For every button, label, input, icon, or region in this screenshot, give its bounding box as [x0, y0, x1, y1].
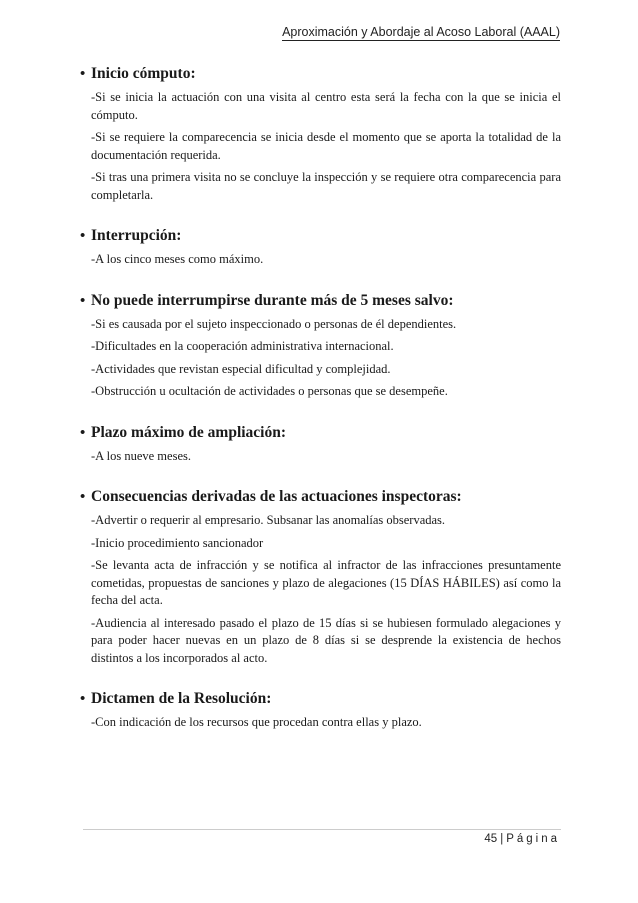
heading-text: Inicio cómputo:: [91, 65, 196, 82]
bullet-icon: •: [80, 424, 86, 441]
bullet-icon: •: [80, 228, 86, 244]
heading-text: Plazo máximo de ampliación:: [91, 423, 287, 441]
list-item: -Dificultades en la cooperación administrativa internacional.: [91, 339, 394, 353]
list-item: -Con indicación de los recursos que procedan contra ellas y plazo.: [91, 715, 422, 729]
section-heading: [80, 226, 561, 246]
heading-text: Interrupción:: [91, 227, 182, 244]
page-number: 45: [484, 833, 498, 845]
list-item: -Audiencia al interesado pasado el plazo de 15 días si se hubiesen formulado alegaciones y para poder hacer nuevas en un plazo de 8 días si se desprende la existencia de hechos distintos a los incorporados al acto.: [91, 615, 561, 665]
list-item: -Si tras una primera visita no se concluye la inspección y se requiere otra comparecencia para completarla.: [91, 170, 561, 202]
list-item: -A los cinco meses como máximo.: [91, 252, 264, 266]
section-heading: [80, 291, 561, 311]
list-item: -Advertir o requerir al empresario. Subsanar las anomalías observadas.: [91, 513, 446, 527]
heading-text: No puede interrumpirse durante más de 5 meses salvo:: [91, 291, 454, 309]
list-item: -Si se requiere la comparecencia se inicia desde el momento que se aporta la totalidad de la documentación requerida.: [91, 130, 561, 162]
section-no-interrumpirse: [80, 291, 561, 401]
list-item: -Actividades que revistan especial dificultad y complejidad.: [91, 361, 391, 376]
heading-text: Consecuencias derivadas de las actuaciones inspectoras:: [91, 488, 462, 505]
section-heading: [80, 423, 561, 443]
bullet-icon: •: [80, 66, 86, 82]
section-heading: [80, 64, 561, 84]
heading-text: Dictamen de la Resolución:: [91, 690, 272, 707]
bullet-icon: •: [80, 489, 86, 505]
section-heading: [80, 487, 561, 507]
page-label: Página: [506, 833, 560, 845]
document-body: [80, 64, 561, 754]
list-item: -Inicio procedimiento sancionador: [91, 535, 264, 550]
section-consecuencias: [80, 487, 561, 667]
footer-separator: |: [500, 833, 504, 845]
footer-divider: [83, 829, 561, 830]
page-header: Aproximación y Abordaje al Acoso Laboral (AAAL): [282, 25, 560, 39]
page-footer: [484, 833, 560, 845]
section-inicio-computo: [80, 64, 561, 204]
list-item: -Obstrucción u ocultación de actividades o personas que se desempeñe.: [91, 384, 448, 398]
section-interrupcion: [80, 226, 561, 269]
section-heading: [80, 689, 561, 709]
list-item: -A los nueve meses.: [91, 448, 191, 463]
section-plazo-maximo: [80, 423, 561, 466]
list-item: -Se levanta acta de infracción y se notifica al infractor de las infracciones presuntamente cometidas, propuestas de sanciones y plazo de alegaciones (15 DÍAS HÁBILES) así como la fecha del acta.: [91, 558, 561, 607]
list-item: -Si se inicia la actuación con una visita al centro esta será la fecha con la que se inicia el cómputo.: [91, 90, 561, 122]
list-item: -Si es causada por el sujeto inspeccionado o personas de él dependientes.: [91, 316, 457, 331]
section-dictamen: [80, 689, 561, 732]
bullet-icon: •: [80, 691, 86, 707]
bullet-icon: •: [80, 292, 86, 309]
